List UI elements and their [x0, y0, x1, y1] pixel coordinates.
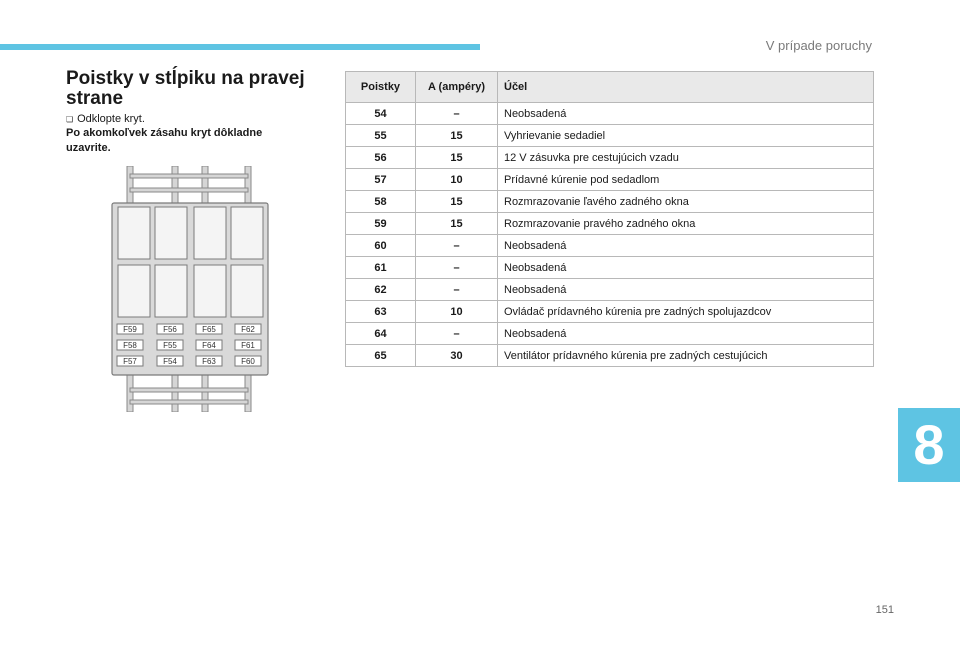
table-row: [346, 191, 874, 213]
fuse-number: 65: [346, 345, 416, 367]
fuse-number: 55: [346, 125, 416, 147]
instruction-text: Odklopte kryt.: [77, 113, 145, 125]
fuse-amperage: 10: [416, 301, 498, 323]
fuse-label: F56: [163, 325, 177, 334]
table-row: [346, 213, 874, 235]
top-accent-bar: [0, 44, 480, 50]
table-row: [346, 257, 874, 279]
fuse-label: F58: [123, 341, 137, 350]
fuse-purpose: Vyhrievanie sedadiel: [498, 125, 874, 147]
warning-note: Po akomkoľvek zásahu kryt dôkladne uzavrite.: [66, 127, 263, 154]
fuse-purpose: Neobsadená: [498, 103, 874, 125]
table-row: [346, 235, 874, 257]
fuse-label: F62: [241, 325, 255, 334]
fuse-box-diagram: [110, 166, 270, 412]
page-title: Poistky v stĺpiku na pravej strane: [66, 68, 305, 109]
fuse-label: F64: [202, 341, 216, 350]
fuse-label: F55: [163, 341, 177, 350]
fuse-number: 63: [346, 301, 416, 323]
fuse-purpose: Ovládač prídavného kúrenia pre zadných spolujazdcov: [498, 301, 874, 323]
fuse-purpose: Neobsadená: [498, 279, 874, 301]
table-row: [346, 125, 874, 147]
table-row: [346, 323, 874, 345]
column-header-amp: A (ampéry): [416, 72, 498, 103]
fuse-number: 62: [346, 279, 416, 301]
fuse-label: F57: [123, 357, 137, 366]
table-row: [346, 301, 874, 323]
fuse-amperage: –: [416, 257, 498, 279]
fuse-amperage: 15: [416, 213, 498, 235]
table-row: [346, 345, 874, 367]
fuse-amperage: –: [416, 103, 498, 125]
fuse-amperage: –: [416, 323, 498, 345]
fuse-number: 57: [346, 169, 416, 191]
table-row: [346, 279, 874, 301]
table-row: [346, 147, 874, 169]
fuse-label: F54: [163, 357, 177, 366]
fuse-number: 60: [346, 235, 416, 257]
fuse-number: 58: [346, 191, 416, 213]
fuse-label: F60: [241, 357, 255, 366]
fuse-label: F65: [202, 325, 216, 334]
fuse-purpose: Rozmrazovanie pravého zadného okna: [498, 213, 874, 235]
column-header-purpose: Účel: [498, 72, 874, 103]
fuse-amperage: –: [416, 279, 498, 301]
fuse-amperage: 30: [416, 345, 498, 367]
fuse-label: F63: [202, 357, 216, 366]
chapter-tab: 8: [898, 408, 960, 482]
fuse-number: 59: [346, 213, 416, 235]
fuse-purpose: Rozmrazovanie ľavého zadného okna: [498, 191, 874, 213]
check-box-icon: ❏: [66, 115, 74, 124]
fuse-label: F59: [123, 325, 137, 334]
fuse-purpose: Ventilátor prídavného kúrenia pre zadných cestujúcich: [498, 345, 874, 367]
fuse-amperage: –: [416, 235, 498, 257]
fuse-purpose: Neobsadená: [498, 323, 874, 345]
fuse-table: [345, 71, 874, 367]
fuse-purpose: Prídavné kúrenie pod sedadlom: [498, 169, 874, 191]
fuse-number: 54: [346, 103, 416, 125]
fuse-amperage: 15: [416, 191, 498, 213]
section-header: V prípade poruchy: [765, 38, 872, 53]
fuse-amperage: 15: [416, 147, 498, 169]
page-number: 151: [875, 604, 894, 616]
table-header-row: [346, 72, 874, 103]
table-row: [346, 103, 874, 125]
fuse-number: 61: [346, 257, 416, 279]
fuse-purpose: Neobsadená: [498, 235, 874, 257]
fuse-amperage: 15: [416, 125, 498, 147]
table-row: [346, 169, 874, 191]
column-header-fuse: Poistky: [346, 72, 416, 103]
fuse-number: 64: [346, 323, 416, 345]
fuse-purpose: Neobsadená: [498, 257, 874, 279]
fuse-label: F61: [241, 341, 255, 350]
instruction-step: [66, 112, 316, 127]
fuse-amperage: 10: [416, 169, 498, 191]
fuse-number: 56: [346, 147, 416, 169]
fuse-purpose: 12 V zásuvka pre cestujúcich vzadu: [498, 147, 874, 169]
